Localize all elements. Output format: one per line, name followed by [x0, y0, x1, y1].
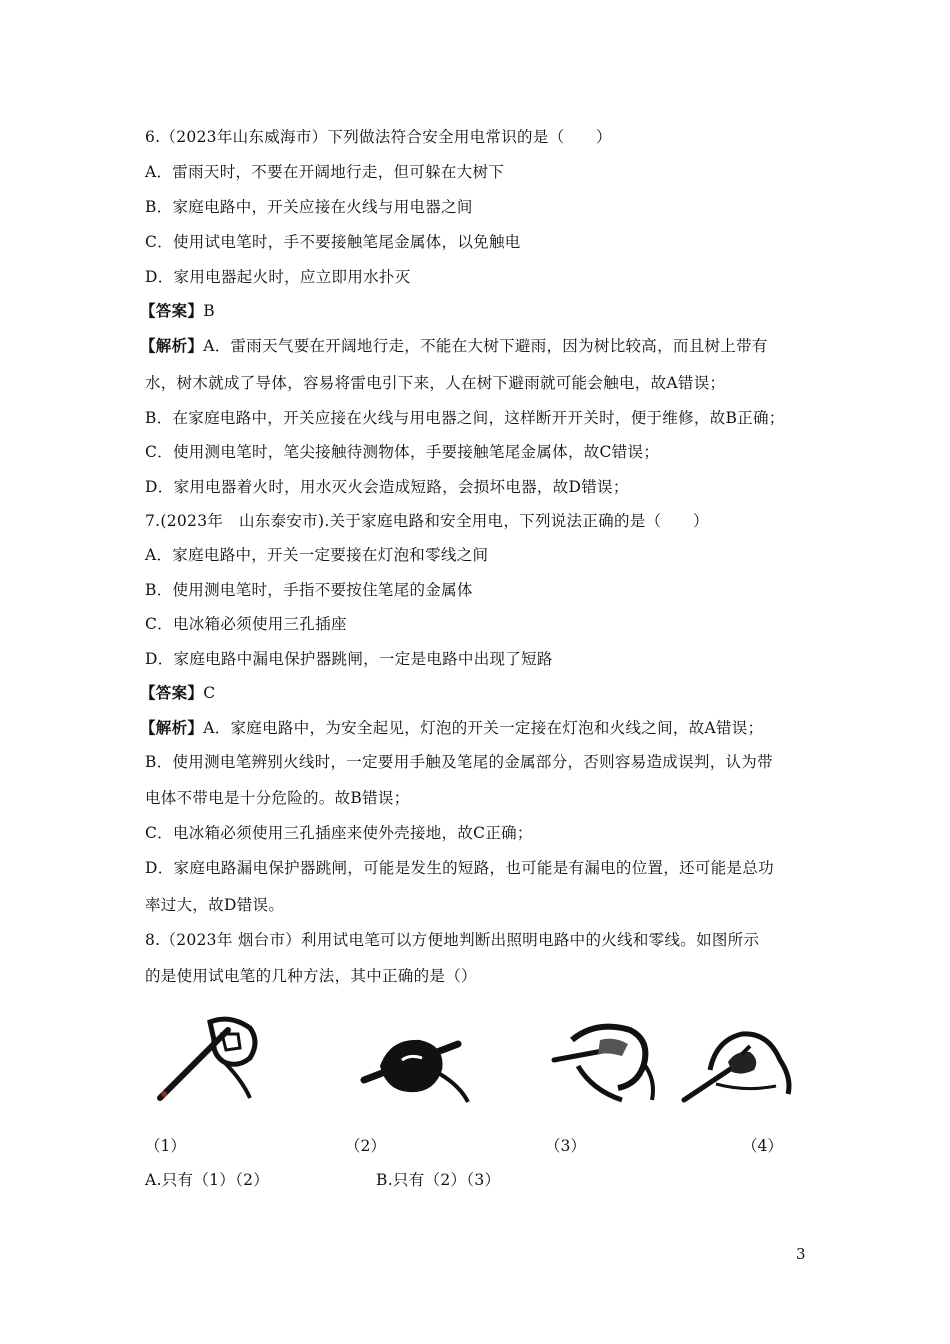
q6-answer: 【答案】B	[140, 301, 215, 320]
figure-caption: （4）	[742, 1137, 783, 1155]
q7-option-d: D．家庭电路中漏电保护器跳闸，一定是电路中出现了短路	[145, 650, 553, 668]
q7-option-a: A．家庭电路中，开关一定要接在灯泡和零线之间	[145, 546, 489, 564]
q6-option-d: D．家用电器起火时，应立即用水扑灭	[145, 268, 411, 286]
q8-option-a: A.只有（1）（2）	[145, 1171, 270, 1189]
figure-caption: （3）	[545, 1137, 586, 1155]
q7-answer: 【答案】C	[140, 683, 216, 702]
q7-analysis-line: D．家庭电路漏电保护器跳闸，可能是发生的短路，也可能是有漏电的位置，还可能是总功	[145, 859, 774, 877]
test-pen-figure-1	[150, 1010, 270, 1110]
q8-stem: 8.（2023年 烟台市）利用试电笔可以方便地判断出照明电路中的火线和零线。如图所示	[145, 931, 760, 949]
q7-analysis-line: B．使用测电笔辨别火线时，一定要用手触及笔尾的金属部分，否则容易造成误判，认为带	[145, 753, 773, 771]
test-pen-figure-3	[548, 1010, 668, 1110]
figure-caption: （2）	[345, 1137, 386, 1155]
q7-option-b: B．使用测电笔时，手指不要按住笔尾的金属体	[145, 581, 473, 599]
q7-analysis-line: 【解析】A．家庭电路中，为安全起见，灯泡的开关一定接在灯泡和火线之间，故A错误；	[140, 718, 764, 737]
q6-option-b: B．家庭电路中，开关应接在火线与用电器之间	[145, 198, 473, 216]
q6-option-c: C．使用试电笔时，手不要接触笔尾金属体，以免触电	[145, 233, 521, 251]
q6-analysis-line: B．在家庭电路中，开关应接在火线与用电器之间，这样断开开关时，便于维修，故B正确；	[145, 409, 785, 427]
q8-stem: 的是使用试电笔的几种方法，其中正确的是（）	[145, 967, 477, 985]
test-pen-figure-4	[676, 1010, 796, 1110]
q7-stem: 7.(2023年 山东泰安市).关于家庭电路和安全用电，下列说法正确的是（ ）	[145, 512, 709, 530]
q7-analysis-line: 电体不带电是十分危险的。故B错误；	[145, 789, 410, 807]
q6-analysis-line: 【解析】A．雷雨天气要在开阔地行走，不能在大树下避雨，因为树比较高，而且树上带有	[140, 336, 768, 355]
q7-analysis-line: C．电冰箱必须使用三孔插座来使外壳接地，故C正确；	[145, 824, 533, 842]
q6-stem: 6.（2023年山东威海市）下列做法符合安全用电常识的是（ ）	[145, 128, 612, 146]
q6-option-a: A．雷雨天时，不要在开阔地行走，但可躲在大树下	[145, 163, 505, 181]
q6-analysis-line: D．家用电器着火时，用水灭火会造成短路，会损坏电器，故D错误；	[145, 478, 629, 496]
q6-analysis-line: C．使用测电笔时，笔尖接触待测物体，手要接触笔尾金属体，故C错误；	[145, 443, 660, 461]
page-number: 3	[796, 1245, 806, 1263]
q8-option-b: B.只有（2）（3）	[376, 1171, 501, 1189]
q7-option-c: C．电冰箱必须使用三孔插座	[145, 615, 347, 633]
test-pen-figure-2	[350, 1010, 470, 1110]
figure-caption: （1）	[145, 1137, 186, 1155]
q7-analysis-line: 率过大，故D错误。	[145, 896, 285, 914]
q6-analysis-line: 水，树木就成了导体，容易将雷电引下来，人在树下避雨就可能会触电，故A错误；	[145, 374, 726, 392]
